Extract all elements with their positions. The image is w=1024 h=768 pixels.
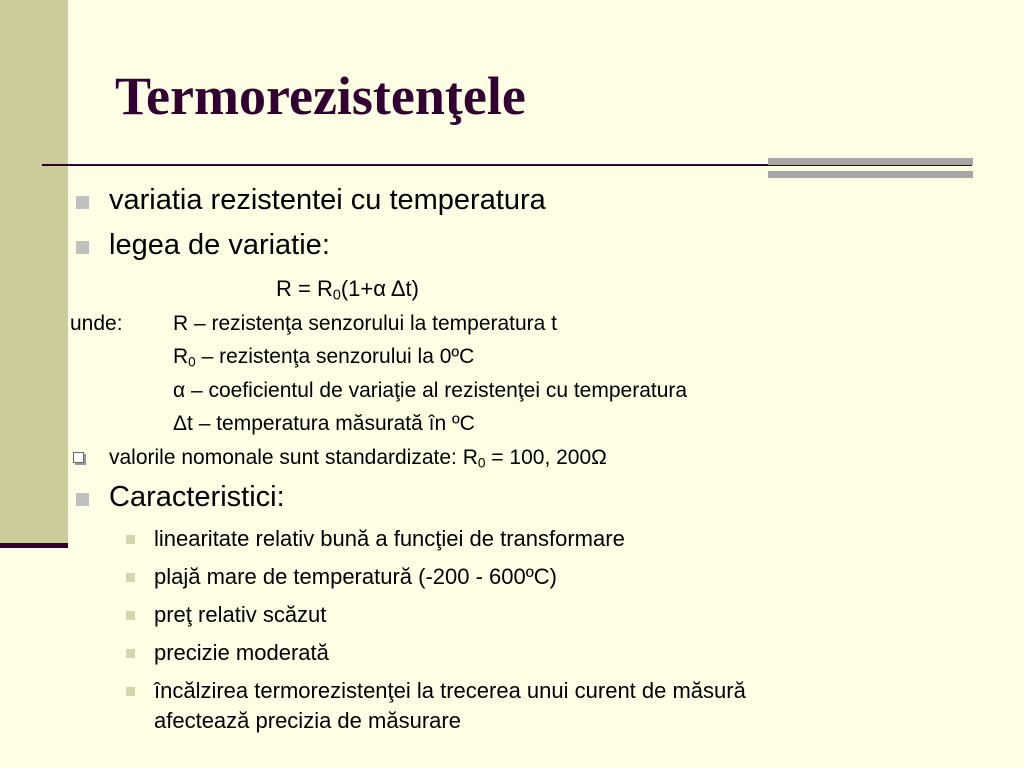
char-item: încălzirea termorezistenţei la trecerea unui curent de măsură <box>154 678 746 703</box>
bullet-legea: legea de variatie: <box>109 229 330 261</box>
char-item: plajă mare de temperatură (-200 - 600ºC) <box>154 564 558 589</box>
square-bullet-icon <box>76 241 89 254</box>
small-square-bullet-icon <box>126 649 135 658</box>
char-item: linearitate relativ bună a funcţiei de transformare <box>154 526 625 551</box>
definition-r: R – rezistenţa senzorului la temperatura t <box>173 312 558 335</box>
formula: $R = R_0(1+\alpha$ Δt) <box>276 276 419 304</box>
accent-bar-bottom <box>768 171 973 178</box>
left-decorative-band <box>0 0 68 548</box>
definition-r0: $R_0$ – rezistenţa senzorului la 0ºC <box>173 345 475 370</box>
bullet-rezistenta: variatia rezistentei cu temperatura <box>109 184 546 216</box>
accent-bar-top <box>768 158 973 165</box>
char-item: precizie moderată <box>154 640 329 665</box>
small-square-bullet-icon <box>126 611 135 620</box>
slide-title: Termorezistenţele <box>115 66 526 126</box>
small-square-bullet-icon <box>126 687 135 696</box>
definitions-label: unde: <box>70 312 123 335</box>
char-item: preţ relativ scăzut <box>154 602 327 627</box>
small-square-bullet-icon <box>126 535 135 544</box>
characteristics-heading: Caracteristici: <box>109 481 285 513</box>
nominal-values: valorile nomonale sunt standardizate: $R_0 = 100$, 200Ω <box>109 446 607 471</box>
definition-alpha: α – coeficientul de variaţie al rezistenţei cu temperatura <box>173 379 688 402</box>
small-square-bullet-icon <box>126 573 135 582</box>
char-item-continuation: afectează precizia de măsurare <box>154 708 461 733</box>
left-band-underline <box>0 543 68 548</box>
checkbox-bullet-icon <box>73 452 84 463</box>
square-bullet-icon <box>76 196 89 209</box>
definition-delta-t: Δt – temperatura măsurată în ºC <box>173 412 475 435</box>
square-bullet-icon <box>76 493 89 506</box>
